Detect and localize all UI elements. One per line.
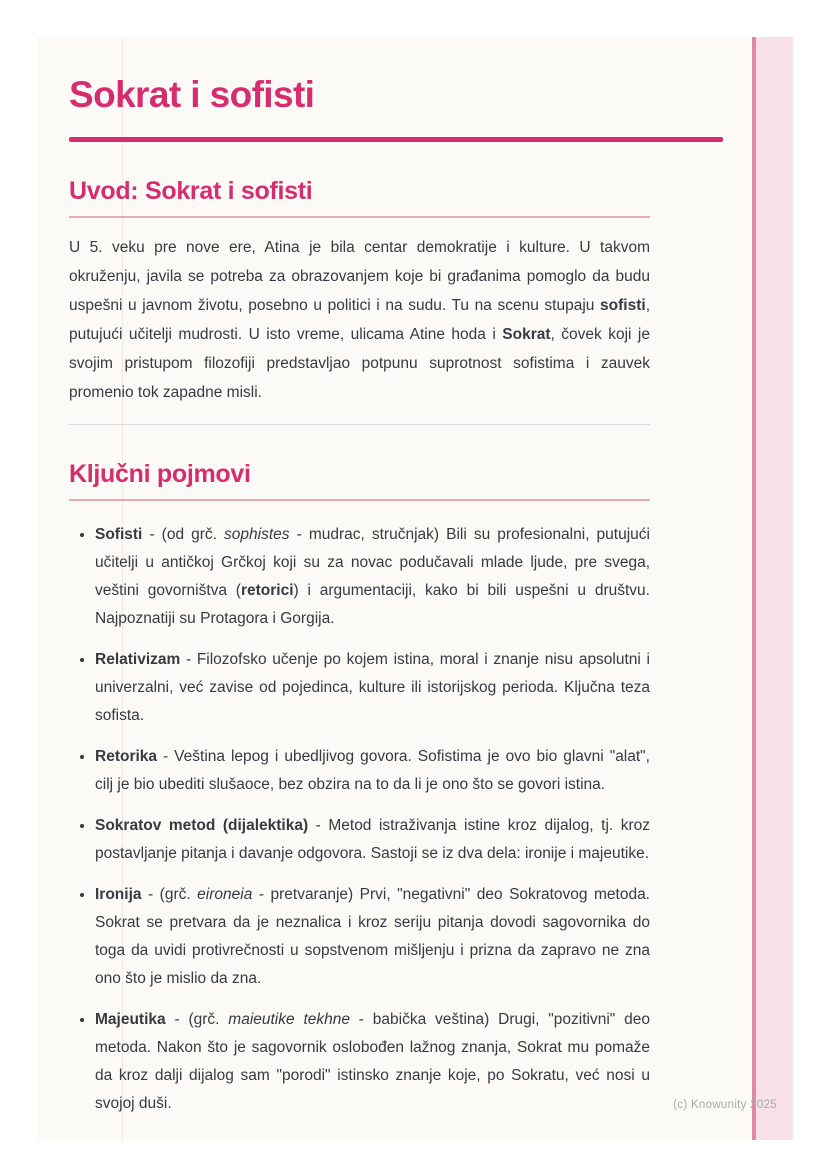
list-item-sokratov-metod: • Sokratov metod (dijalektika) - Metod istraživanja istine kroz dijalog, tj. kroz postavljanje pitanja i davanje odgovora. Sastoji se iz dva dela: ironije i majeutike. <box>95 812 650 868</box>
key-concepts-section-heading: Ključni pojmovi <box>69 460 251 488</box>
page-edge-strip <box>752 37 793 1140</box>
title-underline-rule <box>69 137 723 142</box>
page-content <box>69 37 650 1131</box>
list-item-majeutika: • Majeutika - (grč. maieutike tekhne - babička veština) Drugi, "pozitivni" deo metoda. Nakon što je sagovornik oslobođen lažnog znanja, Sokrat mu pomaže da kroz dalji dijalog sam "porodi" istinsko znanje koje, po Sokratu, već nosi u svojoj duši. <box>95 1006 650 1118</box>
notes-page-card <box>37 37 793 1140</box>
list-item-relativizam: • Relativizam - Filozofsko učenje po kojem istina, moral i znanje nisu apsolutni i univerzalni, već zavise od pojedinca, kulture ili istorijskog perioda. Ključna teza sofista. <box>95 646 650 730</box>
copyright-watermark: (c) Knowunity 2025 <box>673 1099 777 1111</box>
list-item-sofisti: • Sofisti - (od grč. sophistes - mudrac, stručnjak) Bili su profesionalni, putujući učitelji u antičkoj Grčkoj koji su za novac podučavali mlade ljude, pre svega, veštini govorništva (retorici) i argumentaciji, kako bi bili uspešni u društvu. Najpoznatiji su Protagora i Gorgija. <box>95 521 650 633</box>
section-intro <box>69 176 650 407</box>
intro-paragraph: U 5. veku pre nove ere, Atina je bila centar demokratije i kulture. U takvom okruženju, javila se potreba za obrazovanjem koje bi građanima pomoglo da budu uspešni u javnom životu, posebno u politici i na sudu. Tu na scenu stupaju sofisti, putujući učitelji mudrosti. U isto vreme, ulicama Atine hoda i Sokrat, čovek koji je svojim pristupom filozofiji predstavljao potpunu suprotnost sofistima i zauvek promenio tok zapadne misli. <box>69 239 650 401</box>
key-concepts-heading-rule <box>69 499 650 501</box>
list-item-retorika: • Retorika - Veština lepog i ubedljivog govora. Sofistima je ovo bio glavni "alat", cilj je bio ubediti slušaoce, bez obzira na to da li je ono što se govori istina. <box>95 743 650 799</box>
section-key-concepts <box>69 459 650 1118</box>
intro-heading-rule <box>69 216 650 218</box>
page-title: Sokrat i sofisti <box>69 74 315 115</box>
list-item-ironija: • Ironija - (grč. eironeia - pretvaranje) Prvi, "negativni" deo Sokratovog metoda. Sokrat se pretvara da je neznalica i kroz seriju pitanja dovodi sagovornika do toga da uvidi protivrečnosti u sopstvenom mišljenju i prizna da zapravo ne zna ono što je mislio da zna. <box>95 881 650 993</box>
section-divider <box>69 424 650 425</box>
intro-section-heading: Uvod: Sokrat i sofisti <box>69 177 313 205</box>
key-concepts-list <box>69 521 650 1118</box>
